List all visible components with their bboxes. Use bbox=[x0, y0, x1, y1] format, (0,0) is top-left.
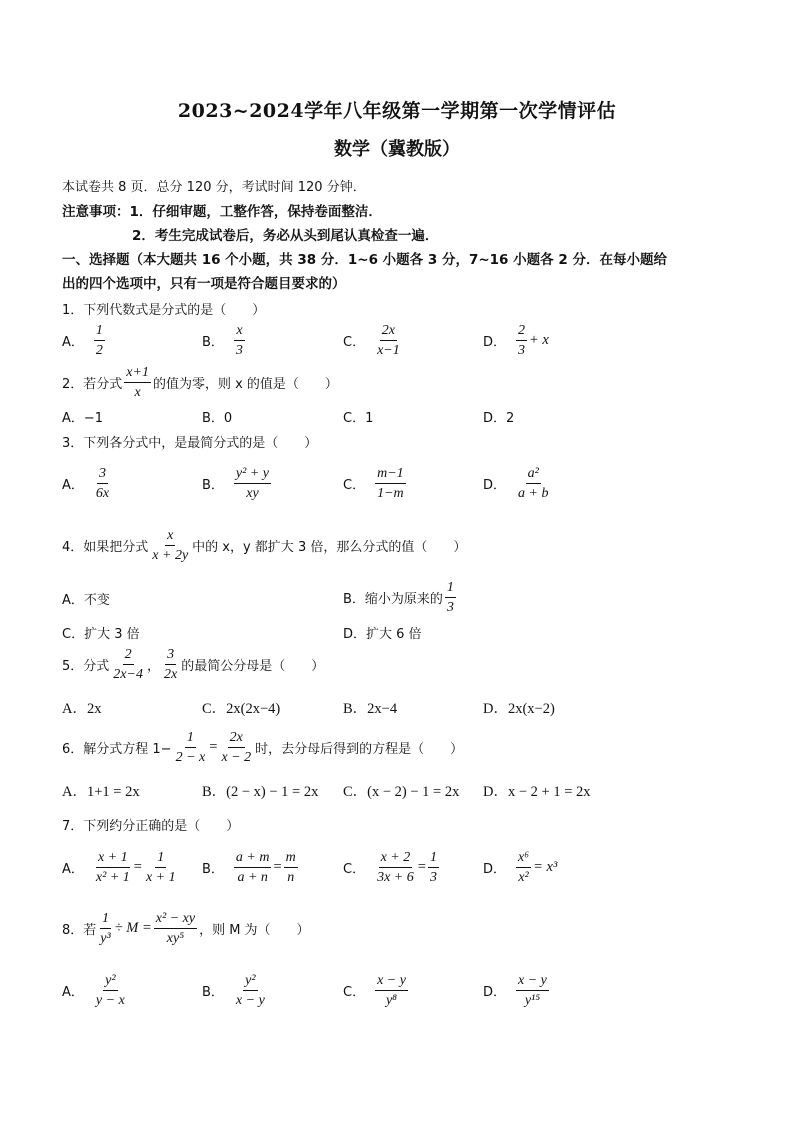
q4-stem: 4．如果把分式 $\frac{x}{x + 2y}$ 中的 x，y 都扩大 3 倍，那么分式的值（ ） bbox=[62, 528, 467, 563]
q4-option-c[interactable]: C．扩大 3 倍 bbox=[62, 627, 140, 642]
fraction: $\frac{x - y}{\text{y¹⁵}}$ bbox=[518, 973, 547, 1008]
q6-option-c[interactable]: C．(x − 2) − 1 = 2x bbox=[343, 784, 460, 800]
fraction: $\frac{\text{y²}}{y - x}$ bbox=[95, 973, 125, 1008]
q4-option-b[interactable]: B．缩小为原来的 $\frac{1}{3}$ bbox=[343, 580, 454, 615]
exam-title: 2023~2024学年八年级第一学期第一次学情评估 bbox=[177, 100, 617, 122]
q8-option-c[interactable]: C． $\frac{x - y}{\text{y⁸}}$ bbox=[343, 973, 406, 1008]
q8-option-d[interactable]: D． $\frac{x - y}{\text{y¹⁵}}$ bbox=[483, 973, 547, 1008]
fraction: $\frac{x - y}{\text{y⁸}}$ bbox=[377, 973, 406, 1008]
q1-option-b[interactable]: B． $\frac{x}{3}$ bbox=[202, 323, 243, 358]
q2-stem: 2．若分式 $\frac{x+1}{x}$ 的值为零，则 x 的值是（ ） bbox=[62, 365, 338, 400]
fraction: $\frac{1}{2 - x}$ bbox=[175, 730, 206, 765]
fraction: $\frac{2}{3}$ bbox=[518, 323, 526, 358]
fraction: $\frac{3}{2x}$ bbox=[163, 647, 178, 682]
q1-option-c[interactable]: C． $\frac{2x}{x-1}$ bbox=[343, 323, 400, 358]
q8-option-b[interactable]: B． $\frac{\text{y²}}{x - y}$ bbox=[202, 973, 265, 1008]
fraction: $\frac{x}{3}$ bbox=[235, 323, 243, 358]
q2-option-a[interactable]: A．−1 bbox=[62, 411, 104, 426]
q6-option-d[interactable]: D．x − 2 + 1 = 2x bbox=[483, 784, 591, 800]
fraction: $\frac{1}{\text{y³}}$ bbox=[100, 911, 111, 946]
fraction: $\frac{\text{x⁶}}{\text{x²}}$ bbox=[518, 850, 530, 885]
q5-option-d[interactable]: D．2x(x−2) bbox=[483, 701, 555, 717]
q7-option-b[interactable]: B． $\frac{a + m}{a + n}$ = $\frac{m}{n}$ bbox=[202, 850, 296, 885]
fraction: $\frac{\text{a²}}{a + b}$ bbox=[518, 466, 549, 501]
q7-option-d[interactable]: D． $\frac{\text{x⁶}}{\text{x²}}$ = x³ bbox=[483, 850, 558, 885]
exam-info: 本试卷共 8 页．总分 120 分，考试时间 120 分钟． bbox=[62, 180, 366, 195]
q7-option-c[interactable]: C． $\frac{x + 2}{3x + 6}$ = $\frac{1}{3}$ bbox=[343, 850, 437, 885]
q7-stem: 7．下列约分正确的是（ ） bbox=[62, 819, 240, 834]
fraction: $\frac{1}{x + 1}$ bbox=[145, 850, 176, 885]
q3-option-d[interactable]: D． $\frac{\text{a²}}{a + b}$ bbox=[483, 466, 549, 501]
q1-option-a[interactable]: A． $\frac{1}{2}$ bbox=[62, 323, 103, 358]
fraction: $\frac{3}{6x}$ bbox=[95, 466, 110, 501]
fraction: $\frac{\text{y²}}{x - y}$ bbox=[235, 973, 265, 1008]
q4-option-d[interactable]: D．扩大 6 倍 bbox=[343, 627, 422, 642]
section-heading-1: 一、选择题（本大题共 16 个小题，共 38 分．1~6 小题各 3 分，7~16 小题各 2 分．在每小题给 bbox=[62, 252, 667, 268]
fraction: $\frac{m-1}{1-m}$ bbox=[377, 466, 404, 501]
q3-option-c[interactable]: C． $\frac{m-1}{1-m}$ bbox=[343, 466, 404, 501]
fraction: $\frac{\text{y² + y}}{xy}$ bbox=[235, 466, 269, 501]
q2-option-d[interactable]: D．2 bbox=[483, 411, 515, 426]
notice-item-2: 2．考生完成试卷后，务必从头到尾认真检查一遍． bbox=[132, 228, 439, 244]
fraction: $\frac{\text{x² − xy}}{\text{xy⁵}}$ bbox=[155, 911, 196, 946]
q3-option-b[interactable]: B． $\frac{\text{y² + y}}{xy}$ bbox=[202, 466, 269, 501]
q7-option-a[interactable]: A． $\frac{x + 1}{\text{x² + 1}}$ = $\frac{1}{x + 1}$ bbox=[62, 850, 176, 885]
q3-stem: 3．下列各分式中，是最简分式的是（ ） bbox=[62, 436, 318, 451]
q6-option-b[interactable]: B．(2 − x) − 1 = 2x bbox=[202, 784, 319, 800]
q8-option-a[interactable]: A． $\frac{\text{y²}}{y - x}$ bbox=[62, 973, 125, 1008]
notice-line-1 bbox=[62, 200, 382, 220]
notice-item-1: 1．仔细审题，工整作答，保持卷面整洁． bbox=[129, 204, 382, 220]
notice-label: 注意事项： bbox=[62, 204, 130, 220]
fraction: $\frac{x+1}{x}$ bbox=[126, 365, 149, 400]
q2-option-c[interactable]: C．1 bbox=[343, 411, 374, 426]
q3-option-a[interactable]: A． $\frac{3}{6x}$ bbox=[62, 466, 110, 501]
q4-option-a[interactable]: A．不变 bbox=[62, 593, 110, 608]
fraction: $\frac{x + 1}{\text{x² + 1}}$ bbox=[95, 850, 130, 885]
q6-stem: 6．解分式方程 1− $\frac{1}{2 - x}$ = $\frac{2x}{x - 2}$ 时，去分母后得到的方程是（ ） bbox=[62, 730, 464, 765]
q8-stem: 8．若 $\frac{1}{\text{y³}}$ ÷ M = $\frac{\text{x² − xy}}{\text{xy⁵}}$ ，则 M 为（ ） bbox=[62, 911, 310, 946]
fraction: $\frac{1}{3}$ bbox=[429, 850, 437, 885]
q5-option-c[interactable]: C．2x(2x−4) bbox=[202, 701, 281, 717]
exam-subtitle: 数学（冀教版） bbox=[334, 139, 460, 160]
q6-option-a[interactable]: A．1+1 = 2x bbox=[62, 784, 140, 800]
q1-stem: 1．下列代数式是分式的是（ ） bbox=[62, 303, 266, 318]
fraction: $\frac{x + 2}{3x + 6}$ bbox=[377, 850, 414, 885]
q2-option-b[interactable]: B．0 bbox=[202, 411, 233, 426]
fraction: $\frac{1}{2}$ bbox=[95, 323, 103, 358]
section-heading-2: 出的四个选项中，只有一项是符合题目要求的） bbox=[62, 276, 346, 292]
fraction: $\frac{a + m}{a + n}$ bbox=[235, 850, 270, 885]
q5-option-b[interactable]: B．2x−4 bbox=[343, 701, 398, 717]
fraction: $\frac{1}{3}$ bbox=[446, 580, 454, 615]
q5-option-a[interactable]: A．2x bbox=[62, 701, 102, 717]
fraction: $\frac{m}{n}$ bbox=[285, 850, 296, 885]
q1-option-d[interactable]: D． $\frac{2}{3}$ + x bbox=[483, 323, 549, 358]
fraction: $\frac{x}{x + 2y}$ bbox=[152, 528, 189, 563]
fraction: $\frac{2x}{x-1}$ bbox=[377, 323, 400, 358]
fraction: $\frac{2}{2x-4}$ bbox=[113, 647, 143, 682]
fraction: $\frac{2x}{x - 2}$ bbox=[221, 730, 252, 765]
q5-stem: 5．分式 $\frac{2}{2x-4}$ ， $\frac{3}{2x}$ 的最简公分母是（ ） bbox=[62, 647, 325, 682]
